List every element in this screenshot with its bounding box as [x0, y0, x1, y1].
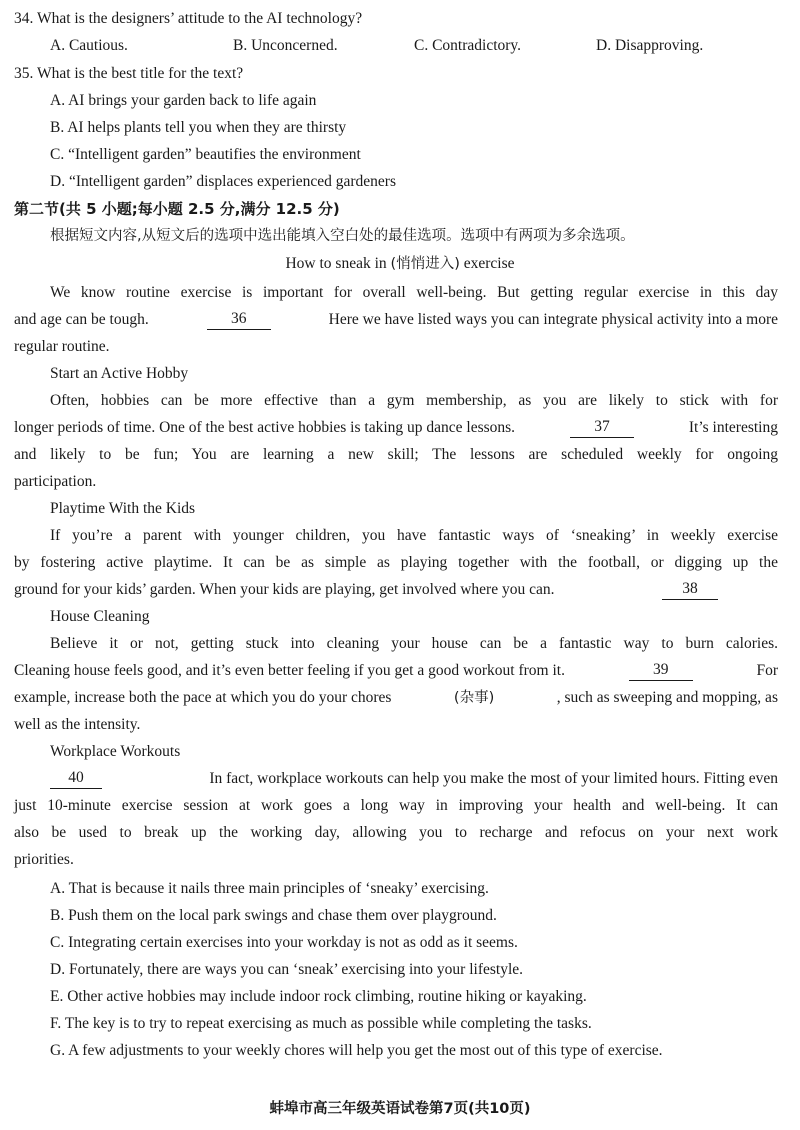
passage-title-cn: (悄悄进入) [390, 256, 460, 272]
p4-line-3-pre: example, increase both the pace at which you do your chores [14, 689, 392, 706]
subheading-workplace: Workplace Workouts [50, 743, 181, 760]
blank-39[interactable]: 39 [629, 661, 693, 681]
choice-g[interactable]: G. A few adjustments to your weekly chores will help you get the most out of this type of exercise. [50, 1042, 663, 1059]
p1-line-2-pre: and age can be tough. [14, 311, 149, 328]
passage-title-post: exercise [463, 255, 515, 272]
q35-option-a[interactable]: A. AI brings your garden back to life again [50, 92, 317, 109]
passage-title-pre: How to sneak in [285, 255, 387, 272]
choice-c[interactable]: C. Integrating certain exercises into your workday is not as odd as it seems. [50, 934, 518, 951]
p5-line-3: also be used to break up the working day, allowing you to recharge and refocus on your next work [14, 824, 778, 841]
blank-36[interactable]: 36 [207, 310, 271, 330]
q34-option-b[interactable]: B. Unconcerned. [233, 37, 338, 54]
p4-line-3-post: , such as sweeping and mopping, as [556, 689, 778, 706]
p4-line-2-post: For [756, 662, 778, 679]
q34-option-c[interactable]: C. Contradictory. [414, 37, 522, 54]
p2-line-2-pre: longer periods of time. One of the best active hobbies is taking up dance lessons. [14, 419, 516, 436]
p1-line-1: We know routine exercise is important for overall well-being. But getting regular exercise in this day [50, 284, 778, 301]
choice-b[interactable]: B. Push them on the local park swings and chase them over playground. [50, 907, 497, 924]
p4-line-2 [14, 661, 778, 681]
p1-line-2 [14, 310, 778, 330]
p3-line-3-pre: ground for your kids’ garden. When your kids are playing, get involved where you can. [14, 581, 555, 598]
q35-option-b[interactable]: B. AI helps plants tell you when they are thirsty [50, 119, 347, 136]
p2-line-1: Often, hobbies can be more effective than a gym membership, as you are likely to stick with for [50, 392, 778, 409]
p1-line-3: regular routine. [14, 338, 110, 355]
blank-38[interactable]: 38 [662, 580, 718, 600]
p2-line-2-post: It’s interesting [688, 419, 778, 436]
choice-f[interactable]: F. The key is to try to repeat exercising as much as possible while completing the tasks. [50, 1015, 592, 1032]
p1-line-2-post: Here we have listed ways you can integrate physical activity into a more [328, 311, 778, 328]
p3-line-1: If you’re a parent with younger children, you have fantastic ways of ‘sneaking’ in weekly exercise [50, 527, 778, 544]
question-34-options [0, 36, 800, 56]
p4-line-4: well as the intensity. [14, 716, 141, 733]
section-instruction: 根据短文内容,从短文后的选项中选出能填入空白处的最佳选项。选项中有两项为多余选项。 [50, 228, 635, 244]
p4-line-3 [14, 688, 778, 708]
q34-option-d[interactable]: D. Disapproving. [596, 37, 704, 54]
choice-a[interactable]: A. That is because it nails three main principles of ‘sneaky’ exercising. [50, 880, 489, 897]
section-heading: 第二节(共 5 小题;每小题 2.5 分,满分 12.5 分) [14, 200, 340, 218]
blank-40[interactable]: 40 [50, 769, 102, 789]
p4-line-1: Believe it or not, getting stuck into cleaning your house can be a fantastic way to burn calories. [50, 635, 778, 652]
question-34-stem: 34. What is the designers’ attitude to the AI technology? [14, 10, 363, 27]
p5-line-2: just 10-minute exercise session at work goes a long way in improving your health and well-being. It can [14, 797, 778, 814]
p3-line-2: by fostering active playtime. It can be as simple as playing together with the football, or digging up the [14, 554, 778, 571]
q34-option-a[interactable]: A. Cautious. [50, 37, 128, 54]
choice-e[interactable]: E. Other active hobbies may include indoor rock climbing, routine hiking or kayaking. [50, 988, 587, 1005]
q35-option-c[interactable]: C. “Intelligent garden” beautifies the environment [50, 146, 361, 163]
p4-line-3-cn: (杂事) [453, 690, 495, 706]
subheading-playtime: Playtime With the Kids [50, 500, 196, 517]
p2-line-3: and likely to be fun; You are learning a new skill; The lessons are scheduled weekly for ongoing [14, 446, 778, 463]
p4-line-2-pre: Cleaning house feels good, and it’s even better feeling if you get a good workout from it. [14, 662, 565, 679]
passage-title [0, 254, 800, 274]
subheading-active-hobby: Start an Active Hobby [50, 365, 189, 382]
p5-line-1 [50, 769, 778, 789]
choice-d[interactable]: D. Fortunately, there are ways you can ‘sneak’ exercising into your lifestyle. [50, 961, 524, 978]
p5-line-1-post: In fact, workplace workouts can help you make the most of your limited hours. Fitting even [209, 770, 778, 787]
blank-37[interactable]: 37 [570, 418, 634, 438]
p2-line-4: participation. [14, 473, 97, 490]
page-footer: 蚌埠市高三年级英语试卷第7页(共10页) [269, 1101, 531, 1117]
subheading-house-cleaning: House Cleaning [50, 608, 150, 625]
p5-line-4: priorities. [14, 851, 74, 868]
p3-line-3 [14, 580, 718, 600]
p2-line-2 [14, 418, 778, 438]
question-35-stem: 35. What is the best title for the text? [14, 65, 244, 82]
q35-option-d[interactable]: D. “Intelligent garden” displaces experienced gardeners [50, 173, 397, 190]
